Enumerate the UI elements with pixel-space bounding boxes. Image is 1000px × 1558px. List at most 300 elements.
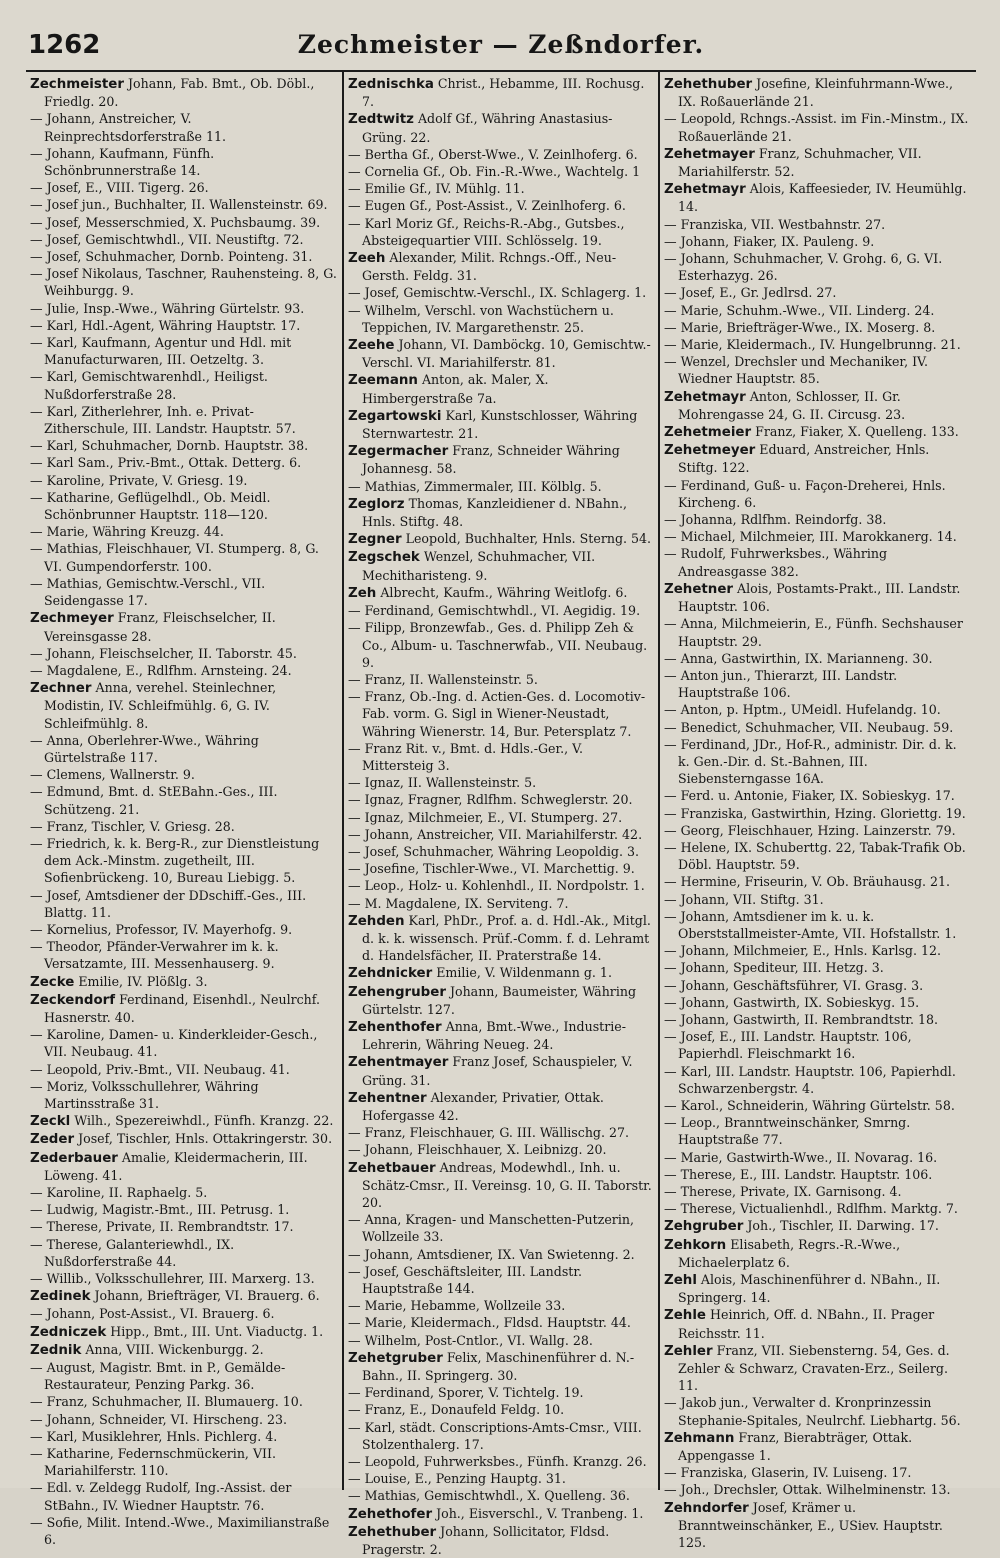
- entry-text: — Wilhelm, Post-Cntlor., VI. Wallg. 28.: [348, 1332, 593, 1348]
- directory-entry: [348, 877, 654, 894]
- entry-text: — Therese, Galanteriewhdl., IX. Nußdorferstraße 44.: [30, 1236, 235, 1269]
- entry-text: — Karl, Hdl.-Agent, Währing Hauptstr. 17.: [30, 317, 301, 333]
- directory-entry: [30, 1479, 338, 1513]
- directory-entry: [30, 1305, 338, 1322]
- entry-surname: Zehetner: [664, 581, 734, 597]
- directory-entry: [348, 964, 654, 982]
- entry-text: — Johann, Anstreicher, V. Reinprechtsdorferstraße 11.: [30, 111, 227, 144]
- entry-text: Leopold, Buchhalter, Hnls. Sterng. 54.: [401, 531, 652, 547]
- directory-entry: [30, 575, 338, 609]
- column-2: [342, 72, 658, 1558]
- directory-entry: [664, 1394, 970, 1428]
- entry-surname: Zehle: [664, 1308, 706, 1324]
- entry-text: — Sofie, Milit. Intend.-Wwe., Maximilianstraße 6.: [30, 1514, 330, 1548]
- entry-text: — Johann, Geschäftsführer, VI. Grasg. 3.: [664, 977, 924, 993]
- entry-text: — Filipp, Bronzewfab., Ges. d. Philipp Zeh & Co., Album- u. Taschnerwfab., VII. Neubaug. 9.: [348, 620, 648, 670]
- entry-text: Heinrich, Off. d. NBahn., II. Prager Reichsstr. 11.: [678, 1307, 935, 1341]
- entry-surname: Zehden: [348, 913, 405, 929]
- entry-text: — Theodor, Pfänder-Verwahrer im k. k. Versatzamte, III. Messenhauserg. 9.: [30, 939, 279, 972]
- entry-text: — Hermine, Friseurin, V. Ob. Bräuhausg. 21.: [664, 874, 951, 890]
- entry-surname: Zehetbauer: [348, 1160, 436, 1176]
- entry-text: Alexander, Milit. Rchngs.-Off., Neu-Gersth. Feldg. 31.: [362, 250, 617, 284]
- entry-text: — Josef, E., VIII. Tigerg. 26.: [30, 180, 209, 196]
- entry-text: — Karl, Schuhmacher, Dornb. Hauptstr. 38.: [30, 438, 309, 454]
- directory-entry: [664, 545, 970, 579]
- directory-entry: [30, 1218, 338, 1235]
- entry-text: Alois, Kaffeesieder, IV. Heumühlg. 14.: [678, 181, 967, 215]
- directory-entry: [664, 110, 970, 144]
- directory-entry: [664, 75, 970, 110]
- entry-surname: Zedtwitz: [348, 112, 414, 128]
- directory-entry: [664, 1114, 970, 1148]
- entry-text: — Anna, Oberlehrer-Wwe., Währing Gürtelstraße 117.: [30, 732, 259, 765]
- directory-entry: [30, 196, 338, 213]
- entry-text: — Josefine, Tischler-Wwe., VI. Marchettig. 9.: [348, 861, 635, 877]
- entry-text: — Franz, E., Donaufeld Feldg. 10.: [348, 1402, 565, 1418]
- entry-text: — Friedrich, k. k. Berg-R., zur Dienstleistung dem Ack.-Minstm. zugetheilt, III. Sofienbrückeng. 10, Bureau Liebigg. 5.: [30, 835, 320, 886]
- entry-surname: Zechner: [30, 681, 92, 697]
- entry-text: — Therese, Victualienhdl., Rdlfhm. Marktg. 7.: [664, 1201, 958, 1217]
- entry-surname: Zeehe: [348, 338, 395, 354]
- entry-text: — M. Magdalene, IX. Serviteng. 7.: [348, 895, 569, 911]
- directory-entry: [30, 783, 338, 817]
- entry-text: — Therese, E., III. Landstr. Hauptstr. 106.: [664, 1166, 933, 1182]
- directory-entry: [348, 1246, 654, 1263]
- directory-entry: [664, 180, 970, 215]
- directory-entry: [348, 548, 654, 583]
- entry-text: — Ferd. u. Antonie, Fiaker, IX. Sobieskyg. 17.: [664, 788, 955, 804]
- directory-entry: [30, 1112, 338, 1130]
- directory-entry: [664, 650, 970, 667]
- directory-entry: [30, 1078, 338, 1112]
- entry-text: Hipp., Bmt., III. Unt. Viaductg. 1.: [106, 1323, 324, 1339]
- directory-entry: [664, 719, 970, 736]
- directory-entry: [30, 1445, 338, 1479]
- entry-surname: Zehethofer: [348, 1506, 433, 1522]
- directory-entry: [30, 1411, 338, 1428]
- entry-text: — Louise, E., Penzing Hauptg. 31.: [348, 1471, 566, 1487]
- entry-surname: Zechmeyer: [30, 611, 114, 627]
- directory-entry: [348, 1332, 654, 1349]
- entry-text: — Rudolf, Fuhrwerksbes., Währing Andreasgasse 382.: [664, 546, 888, 579]
- directory-entry: [30, 110, 338, 144]
- directory-entry: [30, 540, 338, 574]
- entry-text: — Karl, Gemischtwarenhdl., Heiligst. Nußdorferstraße 28.: [30, 369, 268, 402]
- directory-entry: [664, 891, 970, 908]
- directory-entry: [348, 843, 654, 860]
- entry-text: — Franziska, Gastwirthin, Hzing. Gloriettg. 19.: [664, 805, 966, 821]
- entry-text: — Josef, Messerschmied, X. Puchsbaumg. 39.: [30, 214, 321, 230]
- directory-entry: [664, 1217, 970, 1235]
- directory-entry: [664, 302, 970, 319]
- directory-entry: [30, 454, 338, 471]
- entry-text: — Ferdinand, Guß- u. Façon-Dreherei, Hnls. Kircheng. 6.: [664, 477, 946, 510]
- directory-entry: [664, 1342, 970, 1395]
- entry-text: Joh., Tischler, II. Darwing. 17.: [743, 1218, 939, 1234]
- entry-text: Johann, VI. Damböckg. 10, Gemischtw.-Verschl. VI. Mariahilferstr. 81.: [362, 337, 651, 371]
- directory-entry: [664, 319, 970, 336]
- directory-entry: [348, 740, 654, 774]
- entry-text: Christ., Hebamme, III. Rochusg. 7.: [362, 76, 645, 110]
- entry-text: Karl, Kunstschlosser, Währing Sternwartestr. 21.: [362, 407, 638, 442]
- entry-text: Johann, Briefträger, VI. Brauerg. 6.: [90, 1288, 320, 1304]
- directory-entry: [348, 478, 654, 495]
- column-1: [26, 72, 342, 1548]
- directory-entry: [664, 1149, 970, 1166]
- directory-entry: [348, 602, 654, 619]
- directory-entry: [30, 334, 338, 368]
- entry-text: — Josef, E., III. Landstr. Hauptstr. 106, Papierhdl. Fleischmarkt 16.: [664, 1029, 912, 1062]
- directory-entry: [30, 472, 338, 489]
- entry-surname: Zederbauer: [30, 1150, 118, 1166]
- directory-entry: [348, 774, 654, 791]
- entry-text: — Therese, Private, II. Rembrandtstr. 17.: [30, 1219, 294, 1235]
- entry-text: — Helene, IX. Schuberttg. 22, Tabak-Trafik Ob. Döbl. Hauptstr. 59.: [664, 839, 966, 873]
- directory-entry: [664, 528, 970, 545]
- entry-text: — Johann, Schneider, VI. Hirscheng. 23.: [30, 1411, 288, 1427]
- directory-entry: [348, 163, 654, 180]
- entry-text: — Leopold, Priv.-Bmt., VII. Neubaug. 41.: [30, 1061, 290, 1077]
- entry-text: — Georg, Fleischhauer, Hzing. Lainzerstr. 79.: [664, 822, 956, 838]
- entry-surname: Zeemann: [348, 373, 418, 389]
- entry-text: — Wilhelm, Verschl. von Wachstüchern u. Teppichen, IV. Margarethenstr. 25.: [348, 302, 614, 335]
- entry-text: Josefine, Kleinfuhrmann-Wwe., IX. Roßauerlände 21.: [678, 76, 954, 110]
- directory-entry: [30, 1359, 338, 1393]
- directory-entry: [664, 145, 970, 180]
- directory-entry: [664, 216, 970, 233]
- directory-entry: [30, 179, 338, 196]
- entry-text: — Johann, Gastwirth, IX. Sobieskyg. 15.: [664, 994, 920, 1010]
- directory-entry: [30, 248, 338, 265]
- directory-entry: [30, 938, 338, 972]
- entry-text: — Katharine, Geflügelhdl., Ob. Meidl. Schönbrunner Hauptstr. 118—120.: [30, 489, 271, 523]
- entry-text: — Franziska, VII. Westbahnstr. 27.: [664, 216, 886, 232]
- directory-entry: [30, 75, 338, 110]
- entry-text: — Josef, Amtsdiener der DDschiff.-Ges., III. Blattg. 11.: [30, 887, 307, 920]
- directory-entry: [664, 1271, 970, 1306]
- entry-text: — Karoline, II. Raphaelg. 5.: [30, 1185, 208, 1200]
- entry-surname: Zegschek: [348, 550, 420, 566]
- directory-entry: [348, 1314, 654, 1331]
- directory-entry: [348, 1297, 654, 1314]
- entry-text: — Ludwig, Magistr.-Bmt., III. Petrusg. 1.: [30, 1202, 290, 1218]
- entry-text: Joh., Eisverschl., V. Tranbeng. 1.: [432, 1505, 644, 1521]
- entry-surname: Zeckl: [30, 1114, 71, 1130]
- entry-text: — Ferdinand, Gemischtwhdl., VI. Aegidig. 19.: [348, 603, 641, 619]
- directory-entry: [30, 921, 338, 938]
- directory-entry: [30, 145, 338, 179]
- directory-entry: [348, 791, 654, 808]
- entry-text: Elisabeth, Regrs.-R.-Wwe., Michaelerplatz 6.: [678, 1236, 901, 1270]
- entry-text: Franz, VII. Siebensterng. 54, Ges. d. Zehler & Schwarz, Cravaten-Erz., Seilerg. 11.: [678, 1342, 950, 1394]
- directory-entry: [348, 1401, 654, 1418]
- entry-text: — Therese, Private, IX. Garnisong. 4.: [664, 1184, 902, 1199]
- entry-text: — Karl, III. Landstr. Hauptstr. 106, Papierhdl. Schwarzenbergstr. 4.: [664, 1063, 956, 1096]
- entry-text: — Benedict, Schuhmacher, VII. Neubaug. 59.: [664, 719, 954, 735]
- directory-entry: [348, 895, 654, 912]
- directory-entry: [664, 1028, 970, 1062]
- entry-text: — Karl Moriz Gf., Reichs-R.-Abg., Gutsbes., Absteigequartier VIII. Schlösselg. 19.: [348, 215, 625, 248]
- entry-surname: Zehdnicker: [348, 966, 433, 982]
- entry-surname: Zehl: [664, 1273, 697, 1289]
- directory-entry: [30, 1323, 338, 1341]
- directory-entry: [30, 1270, 338, 1287]
- entry-text: — Johanna, Rdlfhm. Reindorfg. 38.: [664, 512, 887, 528]
- directory-entry: [664, 736, 970, 788]
- directory-entry: [664, 580, 970, 615]
- directory-entry: [348, 1159, 654, 1212]
- entry-text: — Johann, Amtsdiener im k. u. k. Oberststallmeister-Amte, VII. Hofstallstr. 1.: [664, 908, 957, 941]
- entry-surname: Zegner: [348, 532, 402, 548]
- directory-entry: [348, 584, 654, 602]
- directory-entry: [348, 1349, 654, 1384]
- entry-text: — Willib., Volksschullehrer, III. Marxerg. 13.: [30, 1271, 315, 1287]
- entry-text: Eduard, Anstreicher, Hnls. Stiftg. 122.: [678, 442, 930, 476]
- directory-entry: [30, 1184, 338, 1201]
- entry-text: — Mathias, Gemischtw.-Verschl., VII. Seidengasse 17.: [30, 575, 266, 609]
- directory-entry: [30, 489, 338, 523]
- directory-entry: [30, 317, 338, 334]
- entry-text: — Johann, Spediteur, III. Hetzg. 3.: [664, 960, 884, 976]
- entry-text: — Marie, Hebamme, Wollzeile 33.: [348, 1298, 566, 1314]
- directory-entry: [664, 1481, 970, 1498]
- entry-text: — Julie, Insp.-Wwe., Währing Gürtelstr. 93.: [30, 300, 305, 316]
- directory-entry: [30, 766, 338, 783]
- entry-text: — Josef, Gemischtwhdl., VII. Neustiftg. 72.: [30, 231, 304, 247]
- entry-text: — Joh., Drechsler, Ottak. Wilhelminenstr. 13.: [664, 1482, 951, 1498]
- directory-entry: [348, 336, 654, 371]
- directory-entry: [664, 284, 970, 301]
- directory-entry: [664, 822, 970, 839]
- directory-entry: [30, 1061, 338, 1078]
- entry-surname: Zehkorn: [664, 1237, 727, 1253]
- entry-text: Anton, ak. Maler, X. Himbergerstraße 7a.: [362, 372, 549, 406]
- directory-entry: [664, 423, 970, 441]
- entry-text: — Karoline, Damen- u. Kinderkleider-Gesch., VII. Neubaug. 41.: [30, 1027, 318, 1060]
- entry-text: Thomas, Kanzleidiener d. NBahn., Hnls. Stiftg. 48.: [362, 495, 627, 530]
- entry-text: Josef, Krämer u. Branntweinschänker, E., USiev. Hauptstr. 125.: [678, 1499, 943, 1551]
- entry-text: Josef, Tischler, Hnls. Ottakringerstr. 30.: [74, 1131, 333, 1147]
- entry-text: — Karol., Schneiderin, Währing Gürtelstr. 58.: [664, 1097, 955, 1113]
- directory-entry: [30, 214, 338, 231]
- entry-text: — Marie, Briefträger-Wwe., IX. Moserg. 8.: [664, 319, 936, 335]
- entry-text: Alois, Postamts-Prakt., III. Landstr. Hauptstr. 106.: [678, 580, 961, 615]
- entry-text: Franz, Fleischselcher, II. Vereinsgasse 28.: [44, 610, 276, 644]
- entry-text: — Josef jun., Buchhalter, II. Wallensteinstr. 69.: [30, 197, 328, 213]
- entry-text: — Anton, p. Hptm., UMeidl. Hufelandg. 10.: [664, 702, 941, 718]
- directory-entry: [30, 818, 338, 835]
- entry-surname: Zecke: [30, 974, 75, 990]
- directory-entry: [664, 1063, 970, 1097]
- entry-text: — Johann, Gastwirth, II. Rembrandtstr. 18.: [664, 1011, 939, 1027]
- entry-surname: Zehengruber: [348, 984, 446, 1000]
- directory-entry: [348, 1470, 654, 1487]
- directory-entry: [348, 1211, 654, 1245]
- directory-entry: [348, 371, 654, 406]
- entry-surname: Zehetmayr: [664, 182, 746, 198]
- directory-entry: [664, 1011, 970, 1028]
- directory-entry: [30, 679, 338, 732]
- entry-text: — Wenzel, Drechsler und Mechaniker, IV. Wiedner Hauptstr. 85.: [664, 354, 928, 387]
- directory-entry: [664, 233, 970, 250]
- directory-entry: [664, 959, 970, 976]
- directory-entry: [348, 1263, 654, 1297]
- directory-entry: [664, 511, 970, 528]
- directory-entry: [664, 1183, 970, 1200]
- directory-entry: [664, 994, 970, 1011]
- entry-text: — Anton jun., Thierarzt, III. Landstr. Hauptstraße 106.: [664, 667, 898, 701]
- directory-entry: [348, 826, 654, 843]
- entry-text: Franz, Schneider Währing Johannesg. 58.: [362, 443, 620, 477]
- entry-text: — Franz, Schuhmacher, II. Blumauerg. 10.: [30, 1394, 303, 1410]
- entry-text: — Karoline, Private, V. Griesg. 19.: [30, 472, 248, 488]
- directory-entry: [664, 615, 970, 649]
- directory-entry: [348, 1141, 654, 1158]
- entry-text: — Franz, Ob.-Ing. d. Actien-Ges. d. Locomotiv-Fab. vorm. G. Sigl in Wiener-Neustadt, Währing Wienerstr. 14, Bur. Petersplatz 7.: [348, 689, 646, 739]
- directory-entry: [30, 645, 338, 662]
- entry-text: — Ignaz, II. Wallensteinstr. 5.: [348, 775, 537, 791]
- entry-surname: Zehetmeyer: [664, 443, 756, 459]
- directory-entry: [30, 609, 338, 644]
- entry-surname: Zehentmayer: [348, 1055, 449, 1071]
- directory-entry: [348, 284, 654, 301]
- directory-entry: [348, 249, 654, 284]
- directory-entry: [348, 1419, 654, 1453]
- entry-surname: Zednik: [30, 1342, 82, 1358]
- entry-surname: Zehndorfer: [664, 1500, 749, 1516]
- entry-text: — August, Magistr. Bmt. in P., Gemälde-Restaurateur, Penzing Parkg. 36.: [30, 1360, 286, 1393]
- entry-text: — Anna, Gastwirthin, IX. Marianneng. 30.: [664, 650, 933, 666]
- entry-text: Albrecht, Kaufm., Währing Weitlofg. 6.: [376, 584, 628, 600]
- directory-entry: [30, 300, 338, 317]
- entry-surname: Zeeh: [348, 251, 386, 267]
- entry-text: — Emilie Gf., IV. Mühlg. 11.: [348, 181, 525, 197]
- directory-entry: [348, 983, 654, 1018]
- entry-text: — Franz, Fleischhauer, G. III. Wällischg. 27.: [348, 1125, 630, 1141]
- entry-text: — Marie, Währing Kreuzg. 44.: [30, 524, 224, 540]
- entry-text: — Mathias, Gemischtwhdl., X. Quelleng. 36.: [348, 1488, 630, 1504]
- directory-entry: [30, 231, 338, 248]
- directory-entry: [348, 1124, 654, 1141]
- directory-entry: [664, 353, 970, 387]
- directory-entry: [348, 215, 654, 249]
- directory-entry: [30, 1514, 338, 1548]
- directory-entry: [348, 180, 654, 197]
- directory-entry: [30, 1201, 338, 1218]
- entry-text: — Johann, Milchmeier, E., Hnls. Karlsg. 12.: [664, 943, 942, 959]
- directory-entry: [30, 991, 338, 1026]
- directory-entry: [30, 368, 338, 402]
- directory-entry: [664, 1429, 970, 1464]
- directory-entry: [664, 667, 970, 701]
- entry-text: — Josef, E., Gr. Jedlrsd. 27.: [664, 285, 837, 301]
- entry-text: — Jakob jun., Verwalter d. Kronprinzessin Stephanie-Spitales, Neulrchf. Liebhartg. 56.: [664, 1395, 961, 1428]
- entry-text: Felix, Maschinenführer d. N.-Bahn., II. Springerg. 30.: [362, 1349, 635, 1384]
- entry-surname: Zehler: [664, 1343, 713, 1359]
- entry-text: Johann, Baumeister, Währing Gürtelstr. 127.: [362, 983, 637, 1017]
- entry-text: Anton, Schlosser, II. Gr. Mohrengasse 24, G. II. Circusg. 23.: [678, 388, 906, 422]
- entry-text: — Leopold, Rchngs.-Assist. im Fin.-Minstm., IX. Roßauerlände 21.: [664, 111, 969, 144]
- entry-surname: Zehentner: [348, 1090, 427, 1106]
- entry-text: — Edl. v. Zeldegg Rudolf, Ing.-Assist. der StBahn., IV. Wiedner Hauptstr. 76.: [30, 1480, 292, 1513]
- entry-text: Anna, verehel. Steinlechner, Modistin, IV. Schleifmühlg. 6, G. IV. Schleifmühlg. 8.: [44, 680, 277, 731]
- directory-entry: [348, 302, 654, 336]
- entry-text: — Franz Rit. v., Bmt. d. Hdls.-Ger., V. Mittersteig 3.: [348, 740, 583, 773]
- directory-entry: [30, 662, 338, 679]
- entry-text: — Karl, Zitherlehrer, Inh. e. Privat-Zitherschule, III. Landstr. Hauptstr. 57.: [30, 403, 296, 437]
- entry-surname: Zehenthofer: [348, 1019, 442, 1035]
- entry-text: Franz, Bierabträger, Ottak. Appengasse 1.: [678, 1429, 913, 1464]
- directory-entry: [30, 1428, 338, 1445]
- directory-entry: [30, 887, 338, 921]
- directory-entry: [30, 1149, 338, 1184]
- entry-text: — Josef Nikolaus, Taschner, Rauhensteing. 8, G. Weihburgg. 9.: [30, 266, 337, 299]
- entry-text: — Cornelia Gf., Ob. Fin.-R.-Wwe., Wachtelg. 1: [348, 164, 641, 180]
- entry-text: — Franz, II. Wallensteinstr. 5.: [348, 671, 538, 687]
- directory-entry: [30, 973, 338, 991]
- entry-text: — Marie, Schuhm.-Wwe., VII. Linderg. 24.: [664, 302, 935, 318]
- directory-entry: [348, 495, 654, 530]
- entry-surname: Zehgruber: [664, 1219, 744, 1235]
- directory-entry: [348, 530, 654, 548]
- directory-entry: [664, 873, 970, 890]
- entry-text: — Karl Sam., Priv.-Bmt., Ottak. Detterg. 6.: [30, 455, 302, 471]
- directory-entry: [30, 1236, 338, 1270]
- entry-text: Ferdinand, Eisenhdl., Neulrchf. Hasnerstr. 40.: [44, 991, 320, 1025]
- entry-text: — Anna, Kragen- und Manschetten-Putzerin, Wollzeile 33.: [348, 1212, 634, 1245]
- directory-entry: [348, 688, 654, 740]
- directory-entry: [348, 442, 654, 477]
- entry-text: — Michael, Milchmeier, III. Marokkanerg. 14.: [664, 529, 957, 545]
- entry-text: Franz Josef, Schauspieler, V. Grüng. 31.: [362, 1054, 633, 1088]
- directory-entry: [664, 701, 970, 718]
- entry-text: — Mathias, Fleischhauer, VI. Stumperg. 8, G. VI. Gumpendorferstr. 100.: [30, 541, 319, 574]
- entry-text: — Kornelius, Professor, IV. Mayerhofg. 9.: [30, 921, 293, 937]
- directory-entry: [664, 1166, 970, 1183]
- entry-text: — Ferdinand, JDr., Hof-R., administr. Dir. d. k. k. Gen.-Dir. d. St.-Bahnen, III. Siebensterngasse 16A.: [664, 736, 957, 787]
- columns: [26, 72, 976, 1558]
- entry-text: — Josef, Schuhmacher, Währing Leopoldig. 3.: [348, 843, 640, 859]
- directory-entry: [664, 336, 970, 353]
- directory-entry: [664, 477, 970, 511]
- entry-text: — Johann, Fiaker, IX. Pauleng. 9.: [664, 233, 875, 249]
- entry-surname: Zeckendorf: [30, 992, 116, 1008]
- entry-surname: Zehmann: [664, 1430, 735, 1446]
- directory-entry: [664, 787, 970, 804]
- entry-text: — Karl, städt. Conscriptions-Amts-Cmsr., VIII. Stolzenthalerg. 17.: [348, 1419, 642, 1452]
- entry-text: — Ignaz, Fragner, Rdlfhm. Schweglerstr. 20.: [348, 792, 633, 808]
- page-header: [26, 22, 976, 72]
- entry-text: — Leop., Holz- u. Kohlenhdl., II. Nordpolstr. 1.: [348, 878, 645, 894]
- entry-text: — Johann, VII. Stiftg. 31.: [664, 891, 824, 907]
- entry-text: — Johann, Schuhmacher, V. Grohg. 6, G. VI. Esterhazyg. 26.: [664, 251, 943, 284]
- entry-surname: Zehetmeier: [664, 425, 752, 441]
- entry-text: — Franz, Tischler, V. Griesg. 28.: [30, 818, 235, 834]
- entry-text: — Mathias, Zimmermaler, III. Kölblg. 5.: [348, 478, 602, 494]
- entry-text: — Johann, Fleischhauer, X. Leibnizg. 20.: [348, 1142, 607, 1158]
- directory-entry: [348, 809, 654, 826]
- entry-surname: Zedinek: [30, 1289, 91, 1305]
- directory-entry: [348, 407, 654, 442]
- entry-surname: Zechmeister: [30, 77, 124, 92]
- directory-entry: [348, 1089, 654, 1124]
- directory-entry: [30, 1341, 338, 1359]
- entry-text: — Eugen Gf., Post-Assist., V. Zeinlhoferg. 6.: [348, 198, 626, 214]
- entry-text: — Katharine, Federnschmückerin, VII. Mariahilferstr. 110.: [30, 1446, 276, 1479]
- directory-entry: [664, 908, 970, 942]
- entry-surname: Zednischka: [348, 77, 434, 92]
- entry-text: — Magdalene, E., Rdlfhm. Arnsteing. 24.: [30, 662, 292, 678]
